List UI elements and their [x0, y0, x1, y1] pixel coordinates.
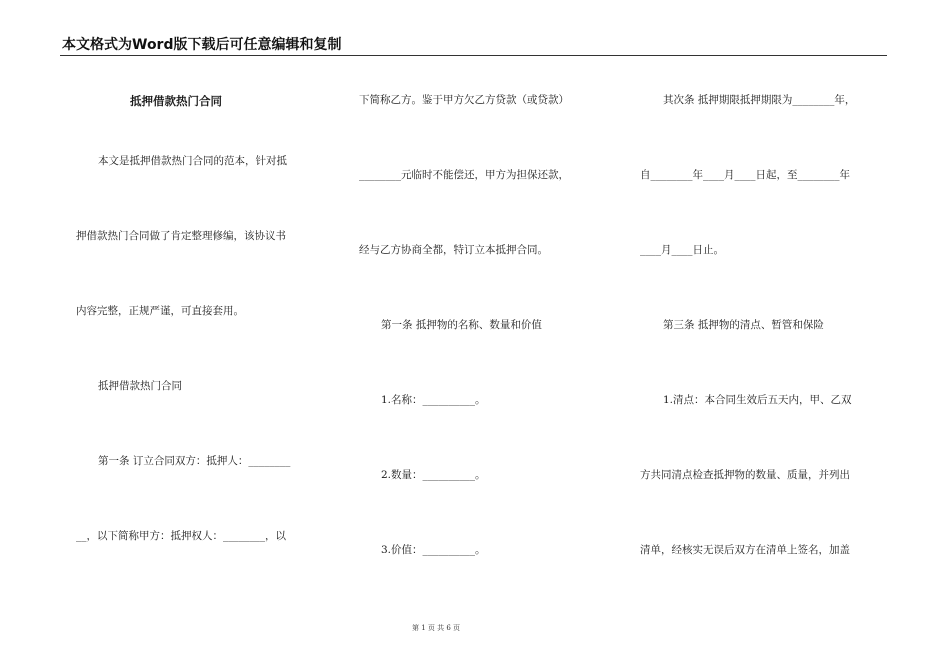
- paragraph-line: 1.名称：__________。: [381, 394, 486, 406]
- section-heading: 第一条 抵押物的名称、数量和价值: [381, 319, 542, 331]
- paragraph-line: 3.价值：__________。: [381, 544, 486, 556]
- section-heading: 第三条 抵押物的清点、暂管和保险: [663, 319, 824, 331]
- paragraph-line: 下简称乙方。鉴于甲方欠乙方贷款（或贷款）: [359, 94, 569, 106]
- header-title: 本文格式为Word版下载后可任意编辑和复制: [62, 37, 342, 53]
- header-rule: [60, 55, 887, 56]
- paragraph-line: 清单，经核实无误后双方在清单上签名，加盖: [640, 544, 850, 556]
- paragraph-line: ________元临时不能偿还，甲方为担保还款，: [359, 169, 569, 181]
- paragraph-line: 2.数量：__________。: [381, 469, 486, 481]
- paragraph-line: 押借款热门合同做了肯定整理修编，该协议书: [76, 230, 286, 242]
- paragraph-line: 自________年____月____日起，至________年: [640, 169, 850, 181]
- paragraph-line: 本文是抵押借款热门合同的范本，针对抵: [98, 155, 287, 167]
- paragraph-line: 其次条 抵押期限抵押期限为________年，: [663, 94, 856, 106]
- paragraph-line: 1.清点：本合同生效后五天内，甲、乙双: [663, 394, 852, 406]
- paragraph-line: 第一条 订立合同双方：抵押人：________: [98, 455, 291, 467]
- paragraph-line: __，以下简称甲方：抵押权人：________，以: [76, 530, 286, 542]
- page-footer: 第 1 页 共 6 页: [412, 624, 461, 632]
- paragraph-line: 经与乙方协商全都，特订立本抵押合同。: [359, 244, 548, 256]
- paragraph-line: 方共同清点检查抵押物的数量、质量，并列出: [640, 469, 850, 481]
- document-title: 抵押借款热门合同: [130, 94, 222, 108]
- paragraph-line: 抵押借款热门合同: [98, 380, 182, 392]
- paragraph-line: ____月____日止。: [640, 244, 724, 256]
- paragraph-line: 内容完整，正规严谨，可直接套用。: [76, 305, 244, 317]
